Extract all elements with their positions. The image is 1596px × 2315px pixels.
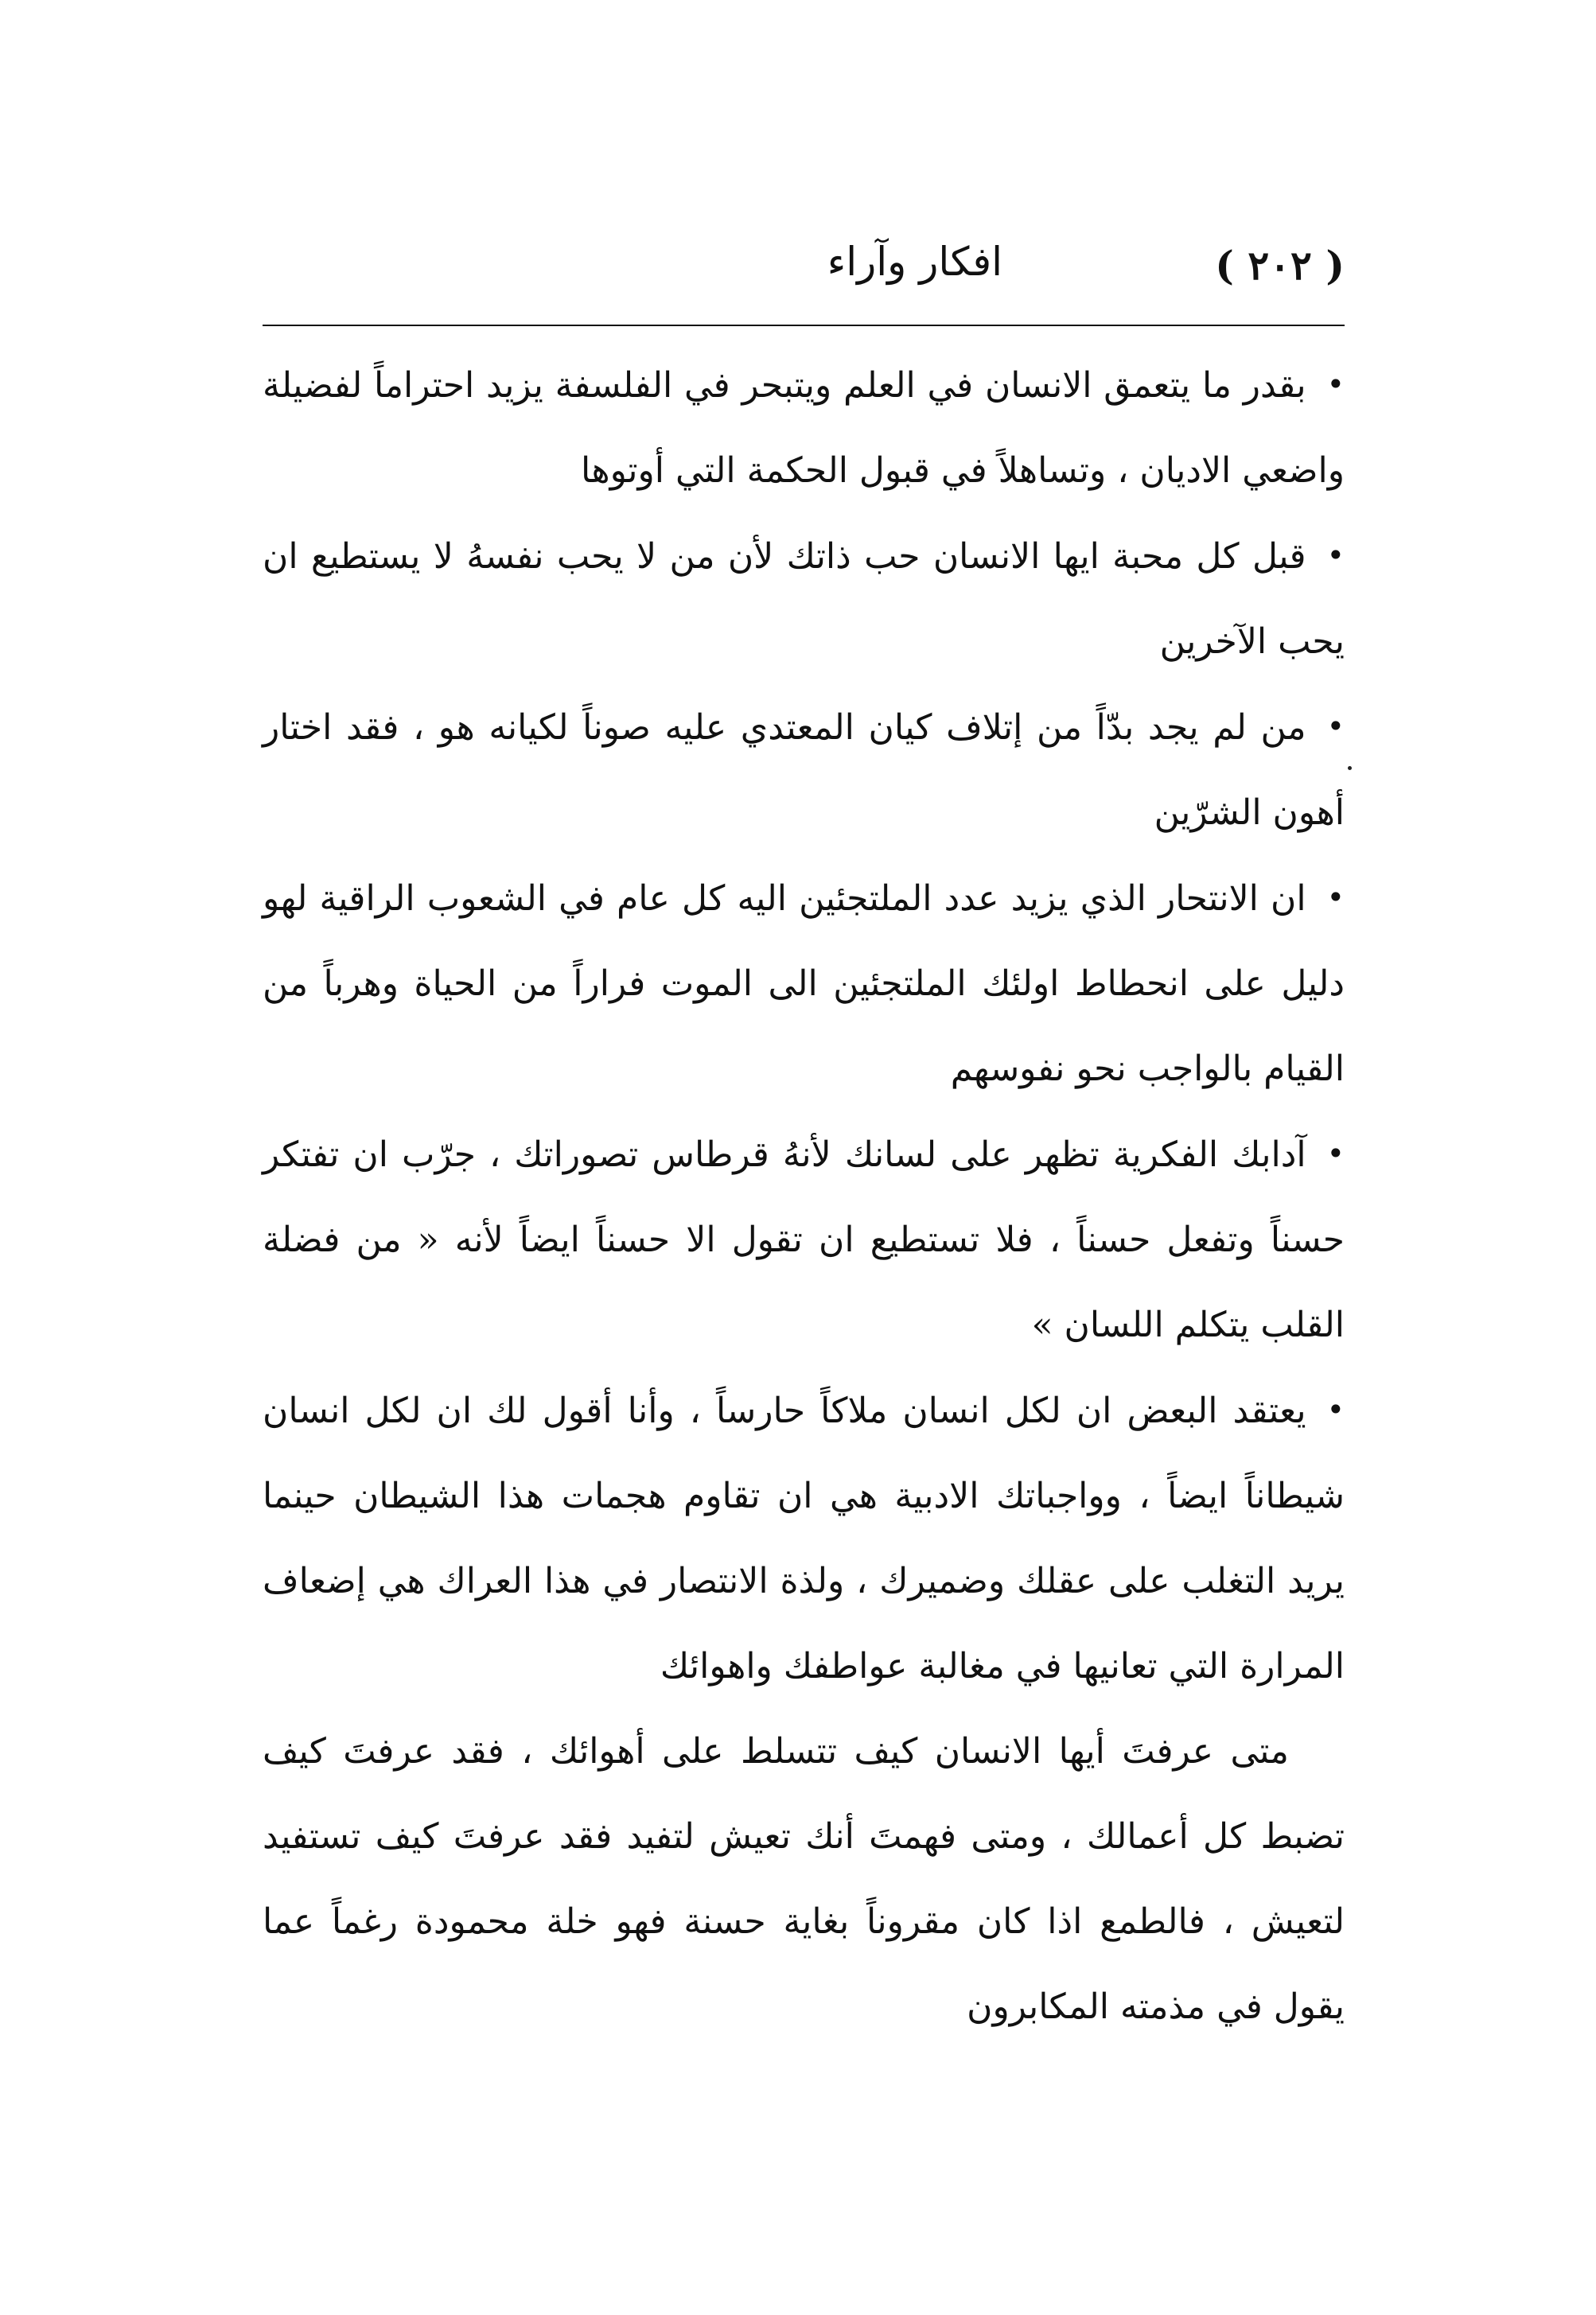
paragraph-text: يعتقد البعض ان لكل انسان ملاكاً حارساً ، وأنا أقول لك ان لكل انسان شيطاناً ايضاً ، وواجباتك الادبية هي ان تقاوم هجمات هذا الشيطان حينما يريد التغلب على عقلك وضميرك ، ولذة الانتصار في هذا العراك هي إضعاف المرارة التي تعانيها في مغالبة عواطفك واهوائك bbox=[263, 1391, 1345, 1687]
page-body bbox=[263, 342, 1345, 2049]
paragraph bbox=[263, 342, 1345, 513]
bullet-icon: • bbox=[1326, 709, 1345, 744]
margin-speck bbox=[1348, 766, 1352, 770]
page-number: ( ٢٠٢ ) bbox=[1215, 242, 1345, 289]
header-rule bbox=[263, 325, 1345, 326]
paragraph bbox=[263, 855, 1345, 1111]
paragraph bbox=[263, 684, 1345, 855]
paragraph-text: بقدر ما يتعمق الانسان في العلم ويتبحر في الفلسفة يزيد احتراماً لفضيلة واضعي الاديان ، وتساهلاً في قبول الحكمة التي أوتوها bbox=[263, 365, 1345, 491]
paragraph-text: من لم يجد بدّاً من إتلاف كيان المعتدي عليه صوناً لكيانه هو ، فقد اختار أهون الشرّين bbox=[263, 707, 1345, 833]
running-title: افكار وآراء bbox=[827, 239, 1002, 285]
bullet-icon: • bbox=[1326, 1392, 1345, 1427]
bullet-icon: • bbox=[1326, 1136, 1345, 1171]
paragraph bbox=[263, 1368, 1345, 1709]
paragraph-text: قبل كل محبة ايها الانسان حب ذاتك لأن من لا يحب نفسهُ لا يستطيع ان يحب الآخرين bbox=[263, 536, 1345, 662]
bullet-icon: • bbox=[1326, 538, 1345, 573]
paragraph bbox=[263, 1709, 1345, 2049]
paragraph bbox=[263, 1111, 1345, 1368]
page-header bbox=[263, 239, 1345, 310]
bullet-icon: • bbox=[1326, 880, 1345, 915]
bullet-icon: • bbox=[1326, 367, 1345, 402]
paragraph bbox=[263, 513, 1345, 684]
paragraph-text: متى عرفتَ أيها الانسان كيف تتسلط على أهوائك ، فقد عرفتَ كيف تضبط كل أعمالك ، ومتى فهمتَ أنك تعيش لتفيد فقد عرفتَ كيف تستفيد لتعيش ، فالطمع اذا كان مقروناً بغاية حسنة فهو خلة محمودة رغماً عما يقول في مذمته المكابرون bbox=[263, 1731, 1345, 2027]
paragraph-text: ان الانتحار الذي يزيد عدد الملتجئين اليه كل عام في الشعوب الراقية لهو دليل على انحطاط اولئك الملتجئين الى الموت فراراً من الحياة وهرباً من القيام بالواجب نحو نفوسهم bbox=[263, 878, 1345, 1089]
paragraph-text: آدابك الفكرية تظهر على لسانك لأنهُ قرطاس تصوراتك ، جرّب ان تفتكر حسناً وتفعل حسناً ، فلا تستطيع ان تقول الا حسناً ايضاً لأنه « من فضلة القلب يتكلم اللسان » bbox=[263, 1134, 1345, 1345]
